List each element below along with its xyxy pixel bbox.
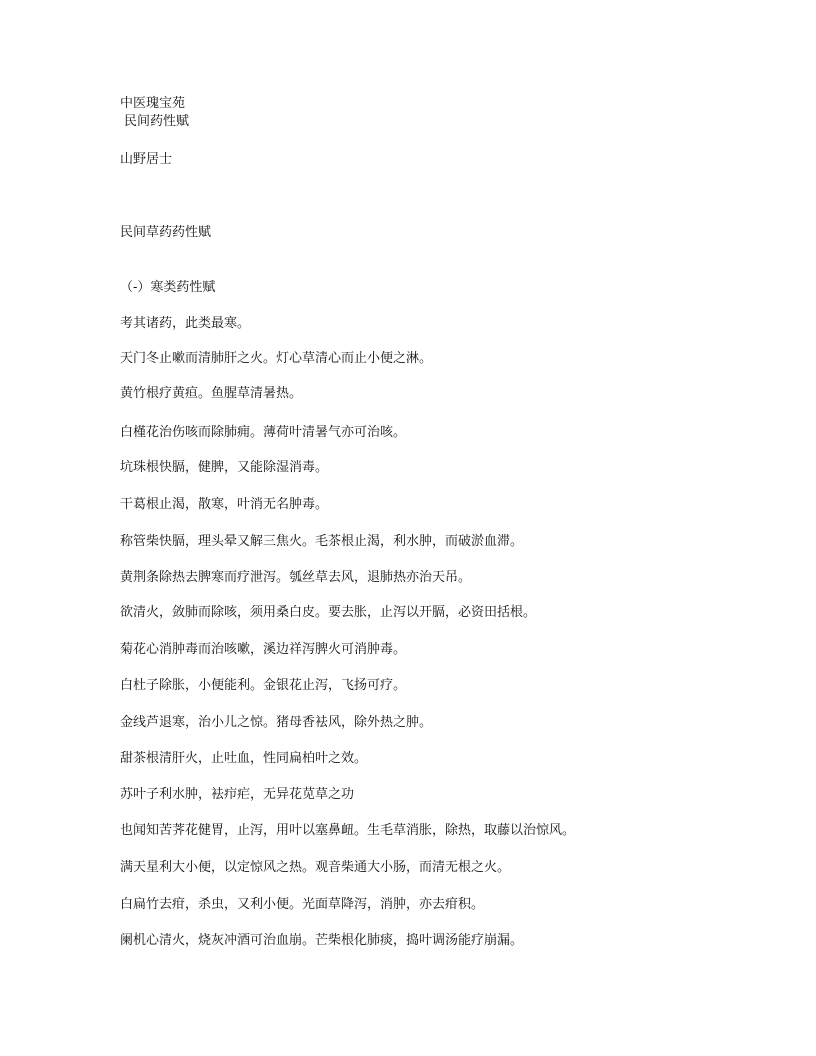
paragraph: 天门冬止嗽而清肺肝之火。灯心草清心而止小便之淋。 <box>120 351 433 366</box>
paragraph: 苏叶子利水肿，袪疖疟，无异花苋草之功 <box>120 787 355 802</box>
paragraph: 坑珠根快膈，健脾，又能除湿消毒。 <box>120 460 329 475</box>
paragraph: 阑机心清火，烧灰冲酒可治血崩。芒柴根化肺痰，捣叶调汤能疗崩漏。 <box>120 933 524 948</box>
paragraph: 黄竹根疗黄疸。鱼腥草清暑热。 <box>120 386 303 401</box>
paragraph: 白杜子除胀，小便能利。金银花止泻，飞扬可疗。 <box>120 678 407 693</box>
paragraph: 甜茶根清肝火，止吐血，性同扁柏叶之效。 <box>120 751 368 766</box>
paragraph: 称管柴快膈，理头晕又解三焦火。毛茶根止渴，利水肿，而破淤血滞。 <box>120 534 524 549</box>
paragraph: 干葛根止渴，散寒，叶消无名肿毒。 <box>120 497 329 512</box>
paragraph: 金线芦退寒，治小儿之惊。猪母香袪风，除外热之肿。 <box>120 715 433 730</box>
paragraph: 白扁竹去疳，杀虫，又利小便。光面草降泻，消肿，亦去疳积。 <box>120 897 485 912</box>
subsection-title: （-）寒类药性赋 <box>120 280 216 295</box>
paragraph: 考其诸药，此类最寒。 <box>120 316 251 331</box>
paragraph: 满天星利大小便，以定惊风之热。观音柴通大小肠，而清无根之火。 <box>120 860 511 875</box>
series-title: 中医瑰宝苑 <box>120 96 186 111</box>
paragraph: 欲清火，敛肺而除咳，须用桑白皮。要去胀，止泻以开膈，必资田括根。 <box>120 605 537 620</box>
section-title: 民间草药药性赋 <box>120 225 212 240</box>
author-name: 山野居士 <box>120 152 173 167</box>
paragraph: 菊花心消肿毒而治咳嗽，溪边祥泻脾火可消肿毒。 <box>120 642 407 657</box>
paragraph: 也闻知苦荠花健胃，止泻，用叶以塞鼻衄。生毛草消胀，除热，取藤以治惊风。 <box>120 823 576 838</box>
paragraph: 白槿花治伤咳而除肺痈。薄荷叶清暑气亦可治咳。 <box>120 425 407 440</box>
book-title: 民间药性赋 <box>124 114 190 129</box>
paragraph: 黄荆条除热去脾寒而疗泄泻。瓠丝草去风，退肺热亦治天吊。 <box>120 570 472 585</box>
